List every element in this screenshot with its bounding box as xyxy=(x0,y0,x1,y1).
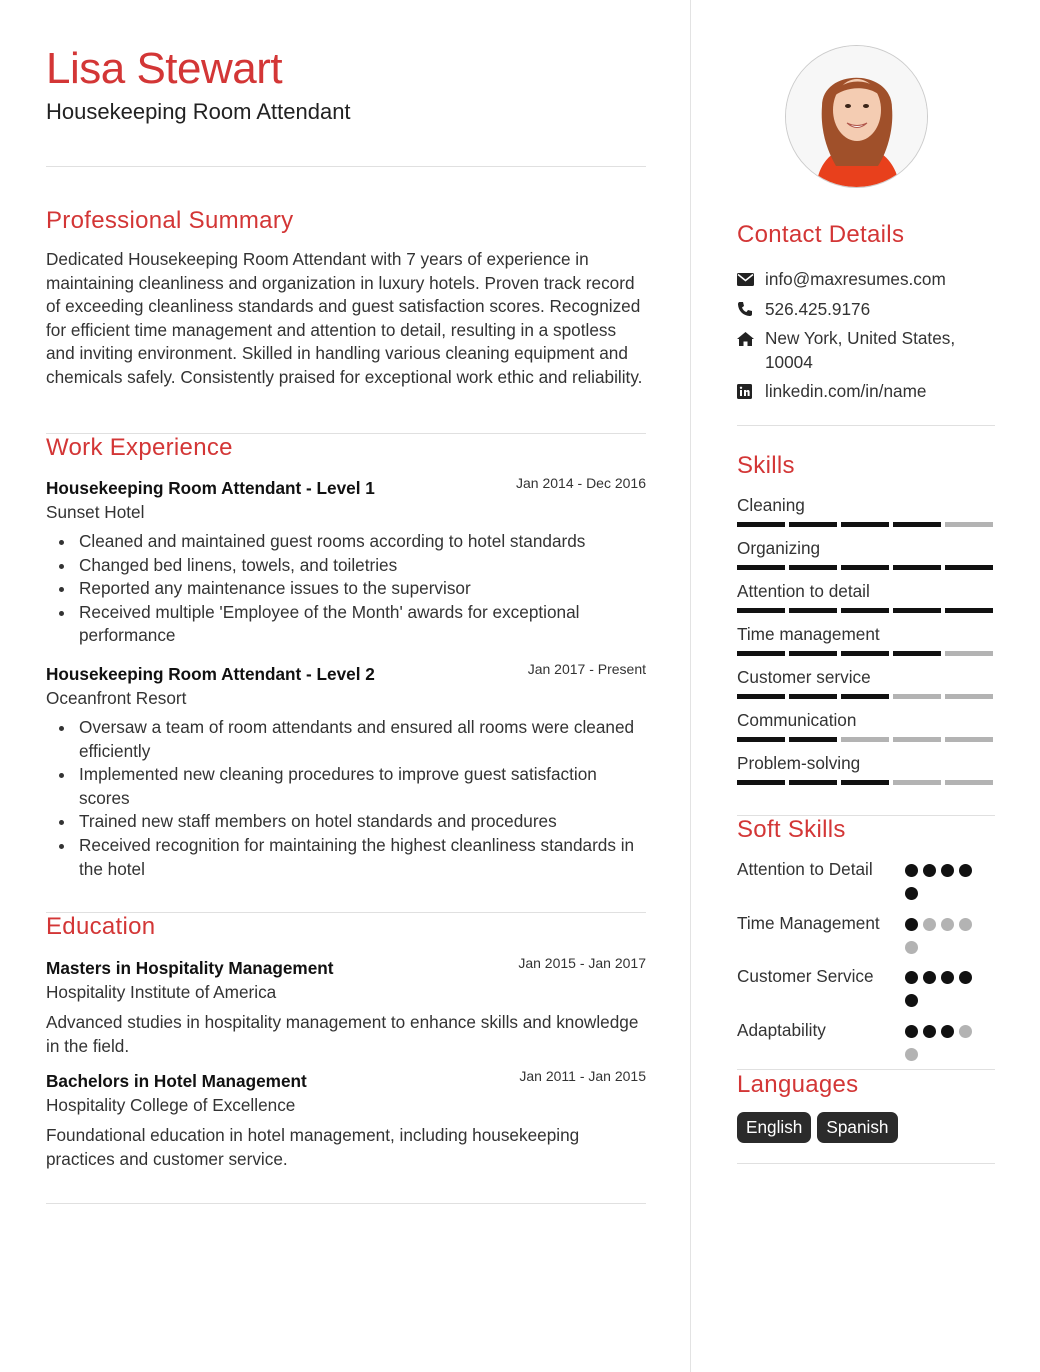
home-icon xyxy=(737,327,765,350)
skill-item xyxy=(737,666,995,709)
rating-dot xyxy=(941,971,954,984)
rating-dot xyxy=(905,1048,918,1061)
skill-level-segment xyxy=(789,608,837,613)
language-badge: Spanish xyxy=(817,1112,897,1143)
education-dates: Jan 2015 - Jan 2017 xyxy=(518,955,646,971)
rating-dot xyxy=(905,918,918,931)
soft-skill-name: Time Management xyxy=(737,912,880,933)
soft-skill-name: Adaptability xyxy=(737,1019,826,1040)
job-bullet: Received recognition for maintaining the highest cleanliness standards in the hotel xyxy=(46,834,646,881)
skill-name: Attention to detail xyxy=(737,581,870,601)
job-bullets xyxy=(46,530,646,648)
skill-level-bar xyxy=(737,522,993,527)
education-entry xyxy=(46,955,646,1058)
candidate-title: Housekeeping Room Attendant xyxy=(46,99,351,124)
skill-level-segment xyxy=(737,780,785,785)
job-dates: Jan 2014 - Dec 2016 xyxy=(516,475,646,491)
skill-name: Problem-solving xyxy=(737,753,861,773)
contact-email[interactable] xyxy=(737,268,995,292)
skill-level-segment xyxy=(737,565,785,570)
skill-level-segment xyxy=(945,694,993,699)
skill-level-segment xyxy=(737,651,785,656)
skill-level-segment xyxy=(893,694,941,699)
rating-dot xyxy=(905,1025,918,1038)
education-entry xyxy=(46,1068,646,1171)
soft-skill-rating xyxy=(905,864,977,900)
languages-divider xyxy=(737,1163,995,1164)
profile-photo xyxy=(785,45,928,188)
contact-address xyxy=(737,327,995,374)
skill-level-segment xyxy=(893,737,941,742)
contact-divider xyxy=(737,425,995,426)
degree: Bachelors in Hotel Management xyxy=(46,1071,307,1091)
summary-heading: Professional Summary xyxy=(46,207,294,234)
skill-name: Cleaning xyxy=(737,495,805,515)
languages-list xyxy=(737,1112,898,1143)
contact-phone[interactable] xyxy=(737,298,995,322)
education-divider xyxy=(46,1203,646,1204)
skill-level-segment xyxy=(841,651,889,656)
job-title: Housekeeping Room Attendant - Level 2 xyxy=(46,664,375,684)
skill-level-segment xyxy=(945,565,993,570)
school: Hospitality Institute of America xyxy=(46,982,277,1002)
skill-level-segment xyxy=(789,522,837,527)
skill-name: Organizing xyxy=(737,538,821,558)
skill-level-segment xyxy=(841,694,889,699)
soft-skill-item xyxy=(737,1019,995,1073)
contact-email-text: info@maxresumes.com xyxy=(765,269,946,289)
job-bullet: Trained new staff members on hotel standards and procedures xyxy=(46,810,646,834)
skill-level-segment xyxy=(789,780,837,785)
job-bullet: Reported any maintenance issues to the supervisor xyxy=(46,577,646,601)
skill-level-segment xyxy=(737,522,785,527)
soft-skill-item xyxy=(737,858,995,912)
rating-dot xyxy=(923,864,936,877)
skill-name: Communication xyxy=(737,710,857,730)
skill-level-segment xyxy=(789,737,837,742)
summary-text: Dedicated Housekeeping Room Attendant with 7 years of experience in maintaining cleanliness and organization in luxury hotels. Proven track record of exceeding cleanliness standards and guest satisfaction scores. Recognized for efficient time management and attention to detail, resulting in a spotless and inviting environment. Skilled in handling various cleaning equipment and chemicals safely. Consistently praised for exceptional work ethic and reliability. xyxy=(46,249,643,387)
contact-linkedin-text: linkedin.com/in/name xyxy=(765,381,927,402)
skill-level-segment xyxy=(945,780,993,785)
job-bullet: Cleaned and maintained guest rooms according to hotel standards xyxy=(46,530,646,554)
skill-level-segment xyxy=(737,608,785,613)
skill-level-segment xyxy=(789,694,837,699)
skill-level-segment xyxy=(841,780,889,785)
skill-level-segment xyxy=(737,694,785,699)
envelope-icon xyxy=(737,268,765,291)
skill-item xyxy=(737,752,995,795)
skill-level-bar xyxy=(737,694,993,699)
soft-skill-item xyxy=(737,965,995,1019)
skill-item xyxy=(737,709,995,752)
skills-heading: Skills xyxy=(737,452,795,479)
candidate-name: Lisa Stewart xyxy=(46,44,283,93)
header-divider xyxy=(46,166,646,167)
education-heading: Education xyxy=(46,913,156,940)
skill-level-segment xyxy=(893,522,941,527)
rating-dot xyxy=(941,1025,954,1038)
contact-linkedin[interactable] xyxy=(737,380,995,404)
skill-level-segment xyxy=(945,608,993,613)
rating-dot xyxy=(905,971,918,984)
rating-dot xyxy=(905,994,918,1007)
soft-skills-list xyxy=(737,858,995,1072)
soft-skill-rating xyxy=(905,918,977,954)
skill-level-segment xyxy=(841,737,889,742)
skill-level-bar xyxy=(737,651,993,656)
education-description: Foundational education in hotel management, including housekeeping practices and customer service. xyxy=(46,1125,580,1169)
skill-level-segment xyxy=(893,608,941,613)
soft-skill-rating xyxy=(905,971,977,1007)
skill-item xyxy=(737,537,995,580)
rating-dot xyxy=(923,1025,936,1038)
rating-dot xyxy=(959,1025,972,1038)
job-company: Sunset Hotel xyxy=(46,502,145,522)
soft-skill-rating xyxy=(905,1025,977,1061)
skill-level-segment xyxy=(945,522,993,527)
language-badge: English xyxy=(737,1112,811,1143)
job-entry xyxy=(46,661,646,881)
skill-level-bar xyxy=(737,780,993,785)
skill-level-segment xyxy=(841,608,889,613)
skill-level-bar xyxy=(737,565,993,570)
rating-dot xyxy=(905,887,918,900)
job-bullet: Oversaw a team of room attendants and ensured all rooms were cleaned efficiently xyxy=(46,716,646,763)
school: Hospitality College of Excellence xyxy=(46,1095,296,1115)
soft-skill-name: Attention to Detail xyxy=(737,859,873,879)
job-company: Oceanfront Resort xyxy=(46,688,187,708)
degree: Masters in Hospitality Management xyxy=(46,958,334,978)
rating-dot xyxy=(941,864,954,877)
contact-heading: Contact Details xyxy=(737,221,905,248)
job-entry xyxy=(46,475,646,648)
rating-dot xyxy=(959,864,972,877)
soft-skills-divider xyxy=(737,1069,995,1070)
contact-phone-text: 526.425.9176 xyxy=(765,298,871,319)
skill-item xyxy=(737,580,995,623)
skill-level-segment xyxy=(945,651,993,656)
soft-skill-item xyxy=(737,912,995,966)
rating-dot xyxy=(959,971,972,984)
skill-name: Customer service xyxy=(737,667,871,687)
skill-level-segment xyxy=(893,780,941,785)
skill-level-segment xyxy=(737,737,785,742)
skill-level-segment xyxy=(789,565,837,570)
job-bullet: Changed bed linens, towels, and toiletries xyxy=(46,554,646,578)
rating-dot xyxy=(959,918,972,931)
skills-list xyxy=(737,494,995,795)
skill-item xyxy=(737,623,995,666)
job-dates: Jan 2017 - Present xyxy=(527,661,646,677)
rating-dot xyxy=(923,971,936,984)
skill-name: Time management xyxy=(737,624,880,644)
job-bullet: Implemented new cleaning procedures to improve guest satisfaction scores xyxy=(46,763,646,810)
languages-heading: Languages xyxy=(737,1071,859,1098)
contact-address-text: New York, United States, 10004 xyxy=(765,328,956,372)
skill-level-bar xyxy=(737,608,993,613)
skill-level-segment xyxy=(841,522,889,527)
skill-level-segment xyxy=(789,651,837,656)
column-divider xyxy=(690,0,691,1372)
skill-level-segment xyxy=(893,651,941,656)
rating-dot xyxy=(905,941,918,954)
rating-dot xyxy=(905,864,918,877)
skill-level-segment xyxy=(893,565,941,570)
education-dates: Jan 2011 - Jan 2015 xyxy=(519,1068,646,1084)
phone-icon xyxy=(737,298,765,321)
contact-list xyxy=(737,268,995,410)
skill-level-segment xyxy=(841,565,889,570)
experience-heading: Work Experience xyxy=(46,434,233,461)
linkedin-icon xyxy=(737,380,765,403)
job-bullets xyxy=(46,716,646,881)
skill-item xyxy=(737,494,995,537)
job-title: Housekeeping Room Attendant - Level 1 xyxy=(46,478,375,498)
soft-skill-name: Customer Service xyxy=(737,966,874,986)
skill-level-segment xyxy=(945,737,993,742)
rating-dot xyxy=(923,918,936,931)
education-description: Advanced studies in hospitality management to enhance skills and knowledge in the field. xyxy=(46,1012,639,1056)
soft-skills-heading: Soft Skills xyxy=(737,816,846,843)
job-bullet: Received multiple 'Employee of the Month' awards for exceptional performance xyxy=(46,601,646,648)
rating-dot xyxy=(941,918,954,931)
skill-level-bar xyxy=(737,737,993,742)
